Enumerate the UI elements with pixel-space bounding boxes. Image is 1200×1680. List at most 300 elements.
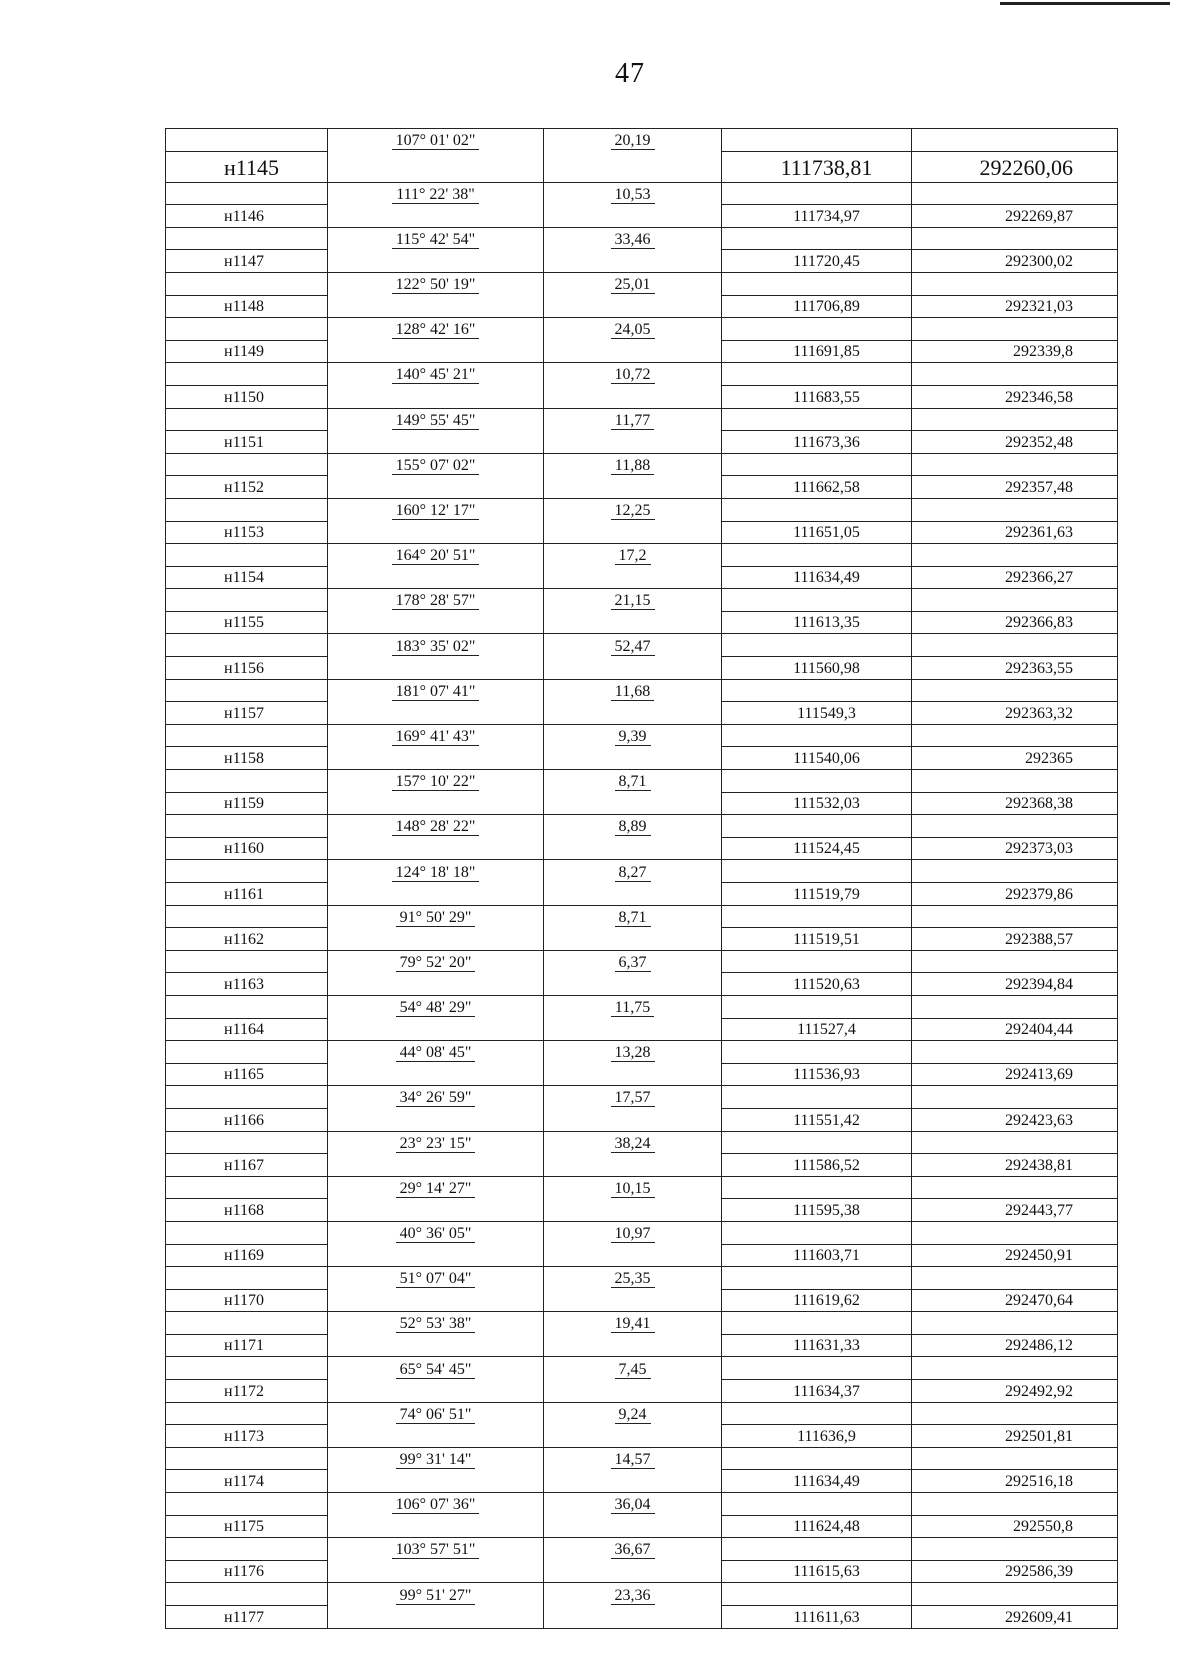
segment-length-cell <box>544 1493 722 1516</box>
x-coordinate: 111691,85 <box>722 340 912 363</box>
point-row <box>166 1244 1118 1267</box>
segment-row <box>166 1221 1118 1244</box>
segment-length-cell <box>544 227 722 250</box>
x-coordinate: 111706,89 <box>722 295 912 318</box>
empty-cell <box>722 1493 912 1516</box>
point-row <box>166 792 1118 815</box>
empty-cell <box>166 1402 328 1425</box>
direction-angle-cell <box>328 1538 544 1561</box>
empty-cell <box>722 1447 912 1470</box>
y-coordinate: 292609,41 <box>912 1606 1118 1629</box>
direction-angle: 149° 55' 45" <box>392 412 480 430</box>
empty-cell <box>912 453 1118 476</box>
empty-cell <box>166 272 328 295</box>
point-name: н1154 <box>166 566 328 589</box>
segment-length-cell <box>544 679 722 702</box>
direction-angle-cell <box>328 1357 544 1380</box>
direction-angle-cell <box>328 453 544 476</box>
segment-length: 8,71 <box>615 909 651 927</box>
point-name: н1162 <box>166 928 328 951</box>
direction-angle: 155° 07' 02" <box>392 457 480 475</box>
segment-length-cell <box>544 1402 722 1425</box>
empty-cell <box>912 1538 1118 1561</box>
x-coordinate: 111551,42 <box>722 1108 912 1131</box>
x-coordinate: 111603,71 <box>722 1244 912 1267</box>
point-row <box>166 702 1118 725</box>
point-name: н1150 <box>166 385 328 408</box>
point-name: н1147 <box>166 250 328 273</box>
point-name: н1152 <box>166 476 328 499</box>
empty-cell <box>166 1357 328 1380</box>
segment-row <box>166 589 1118 612</box>
y-coordinate: 292368,38 <box>912 792 1118 815</box>
empty-cell <box>912 1357 1118 1380</box>
empty-cell <box>166 182 328 205</box>
empty-cell <box>166 995 328 1018</box>
point-row <box>166 657 1118 680</box>
point-name: н1174 <box>166 1470 328 1493</box>
empty-cell <box>544 792 722 815</box>
y-coordinate: 292269,87 <box>912 205 1118 228</box>
segment-row <box>166 227 1118 250</box>
x-coordinate: 111532,03 <box>722 792 912 815</box>
x-coordinate: 111520,63 <box>722 973 912 996</box>
direction-angle-cell <box>328 1041 544 1064</box>
empty-cell <box>328 1470 544 1493</box>
empty-cell <box>328 928 544 951</box>
y-coordinate: 292550,8 <box>912 1515 1118 1538</box>
point-row <box>166 747 1118 770</box>
segment-length: 17,2 <box>615 547 651 565</box>
y-coordinate: 292346,58 <box>912 385 1118 408</box>
y-coordinate: 292388,57 <box>912 928 1118 951</box>
empty-cell <box>912 815 1118 838</box>
empty-cell <box>544 657 722 680</box>
direction-angle-cell <box>328 1402 544 1425</box>
segment-length-cell <box>544 408 722 431</box>
x-coordinate: 111519,79 <box>722 883 912 906</box>
segment-length-cell <box>544 1538 722 1561</box>
point-row <box>166 1425 1118 1448</box>
y-coordinate: 292361,63 <box>912 521 1118 544</box>
y-coordinate: 292438,81 <box>912 1154 1118 1177</box>
segment-length: 6,37 <box>615 954 651 972</box>
segment-length-cell <box>544 1583 722 1606</box>
empty-cell <box>912 498 1118 521</box>
segment-row <box>166 634 1118 657</box>
empty-cell <box>544 431 722 454</box>
segment-length: 12,25 <box>611 502 655 520</box>
direction-angle: 115° 42' 54" <box>392 231 479 249</box>
segment-length-cell <box>544 995 722 1018</box>
x-coordinate: 111634,49 <box>722 566 912 589</box>
segment-row <box>166 995 1118 1018</box>
empty-cell <box>722 544 912 567</box>
direction-angle-cell <box>328 1221 544 1244</box>
direction-angle: 29° 14' 27" <box>396 1180 476 1198</box>
direction-angle-cell <box>328 905 544 928</box>
direction-angle: 91° 50' 29" <box>396 909 476 927</box>
empty-cell <box>912 1312 1118 1335</box>
x-coordinate: 111549,3 <box>722 702 912 725</box>
segment-length: 8,89 <box>615 818 651 836</box>
segment-row <box>166 408 1118 431</box>
empty-cell <box>912 1402 1118 1425</box>
direction-angle-cell <box>328 182 544 205</box>
x-coordinate: 111540,06 <box>722 747 912 770</box>
segment-length-cell <box>544 318 722 341</box>
direction-angle-cell <box>328 408 544 431</box>
empty-cell <box>166 1447 328 1470</box>
empty-cell <box>166 1176 328 1199</box>
direction-angle: 181° 07' 41" <box>392 683 480 701</box>
y-coordinate: 292373,03 <box>912 837 1118 860</box>
y-coordinate: 292443,77 <box>912 1199 1118 1222</box>
x-coordinate: 111613,35 <box>722 611 912 634</box>
segment-row <box>166 1357 1118 1380</box>
empty-cell <box>912 905 1118 928</box>
empty-cell <box>912 408 1118 431</box>
point-row <box>166 476 1118 499</box>
x-coordinate: 111524,45 <box>722 837 912 860</box>
y-coordinate: 292413,69 <box>912 1063 1118 1086</box>
empty-cell <box>544 928 722 951</box>
point-row <box>166 1018 1118 1041</box>
empty-cell <box>166 129 328 152</box>
segment-length: 36,04 <box>611 1496 655 1514</box>
direction-angle: 140° 45' 21" <box>392 366 480 384</box>
empty-cell <box>328 205 544 228</box>
empty-cell <box>544 1154 722 1177</box>
empty-cell <box>544 1199 722 1222</box>
empty-cell <box>544 1244 722 1267</box>
empty-cell <box>912 1493 1118 1516</box>
point-row <box>166 1063 1118 1086</box>
point-name: н1177 <box>166 1606 328 1629</box>
direction-angle-cell <box>328 1583 544 1606</box>
direction-angle-cell <box>328 227 544 250</box>
segment-row <box>166 860 1118 883</box>
x-coordinate: 111536,93 <box>722 1063 912 1086</box>
direction-angle: 111° 22' 38" <box>392 186 479 204</box>
empty-cell <box>328 1199 544 1222</box>
point-name: н1161 <box>166 883 328 906</box>
direction-angle: 106° 07' 36" <box>392 1496 480 1514</box>
direction-angle: 164° 20' 51" <box>392 547 480 565</box>
y-coordinate: 292357,48 <box>912 476 1118 499</box>
empty-cell <box>722 905 912 928</box>
point-name: н1157 <box>166 702 328 725</box>
direction-angle: 79° 52' 20" <box>396 954 476 972</box>
segment-length-cell <box>544 272 722 295</box>
direction-angle-cell <box>328 589 544 612</box>
y-coordinate: 292321,03 <box>912 295 1118 318</box>
point-row <box>166 1199 1118 1222</box>
empty-cell <box>328 1606 544 1629</box>
segment-row <box>166 1041 1118 1064</box>
x-coordinate: 111734,97 <box>722 205 912 228</box>
empty-cell <box>912 1176 1118 1199</box>
segment-row <box>166 905 1118 928</box>
point-row <box>166 1606 1118 1629</box>
y-coordinate: 292260,06 <box>912 151 1118 182</box>
empty-cell <box>722 1583 912 1606</box>
segment-row <box>166 1402 1118 1425</box>
empty-cell <box>544 883 722 906</box>
empty-cell <box>166 363 328 386</box>
empty-cell <box>544 1560 722 1583</box>
segment-row <box>166 1583 1118 1606</box>
empty-cell <box>166 679 328 702</box>
empty-cell <box>912 182 1118 205</box>
segment-length: 10,72 <box>611 366 655 384</box>
empty-cell <box>328 250 544 273</box>
point-row <box>166 928 1118 951</box>
segment-row <box>166 679 1118 702</box>
segment-length-cell <box>544 815 722 838</box>
empty-cell <box>544 1289 722 1312</box>
empty-cell <box>722 129 912 152</box>
segment-length: 11,75 <box>611 999 654 1017</box>
empty-cell <box>722 589 912 612</box>
y-coordinate: 292450,91 <box>912 1244 1118 1267</box>
x-coordinate: 111636,9 <box>722 1425 912 1448</box>
direction-angle-cell <box>328 544 544 567</box>
point-name: н1156 <box>166 657 328 680</box>
x-coordinate: 111595,38 <box>722 1199 912 1222</box>
empty-cell <box>544 837 722 860</box>
empty-cell <box>328 1108 544 1131</box>
empty-cell <box>722 1357 912 1380</box>
segment-length-cell <box>544 1267 722 1290</box>
segment-row <box>166 363 1118 386</box>
point-name: н1164 <box>166 1018 328 1041</box>
point-name: н1176 <box>166 1560 328 1583</box>
y-coordinate: 292363,32 <box>912 702 1118 725</box>
empty-cell <box>912 1221 1118 1244</box>
direction-angle-cell <box>328 634 544 657</box>
segment-length: 10,97 <box>611 1225 655 1243</box>
empty-cell <box>328 151 544 182</box>
point-name: н1165 <box>166 1063 328 1086</box>
direction-angle: 40° 36' 05" <box>396 1225 476 1243</box>
top-edge-rule <box>1000 2 1170 5</box>
direction-angle-cell <box>328 129 544 152</box>
y-coordinate: 292404,44 <box>912 1018 1118 1041</box>
empty-cell <box>166 408 328 431</box>
x-coordinate: 111634,49 <box>722 1470 912 1493</box>
x-coordinate: 111631,33 <box>722 1334 912 1357</box>
direction-angle-cell <box>328 498 544 521</box>
segment-length: 23,36 <box>611 1587 655 1605</box>
empty-cell <box>722 1538 912 1561</box>
direction-angle-cell <box>328 950 544 973</box>
empty-cell <box>544 385 722 408</box>
empty-cell <box>328 431 544 454</box>
segment-length: 33,46 <box>611 231 655 249</box>
y-coordinate: 292516,18 <box>912 1470 1118 1493</box>
empty-cell <box>722 1041 912 1064</box>
direction-angle: 169° 41' 43" <box>392 728 480 746</box>
point-row <box>166 340 1118 363</box>
segment-row <box>166 182 1118 205</box>
segment-length: 11,68 <box>611 683 654 701</box>
segment-row <box>166 272 1118 295</box>
segment-length-cell <box>544 1086 722 1109</box>
point-name: н1159 <box>166 792 328 815</box>
segment-length-cell <box>544 589 722 612</box>
x-coordinate: 111673,36 <box>722 431 912 454</box>
page-number: 47 <box>615 58 645 89</box>
segment-length: 36,67 <box>611 1541 655 1559</box>
empty-cell <box>544 973 722 996</box>
segment-length: 7,45 <box>615 1361 651 1379</box>
segment-length-cell <box>544 950 722 973</box>
empty-cell <box>166 815 328 838</box>
direction-angle-cell <box>328 1131 544 1154</box>
point-name: н1158 <box>166 747 328 770</box>
empty-cell <box>328 340 544 363</box>
empty-cell <box>328 973 544 996</box>
empty-cell <box>166 1086 328 1109</box>
segment-length: 9,39 <box>615 728 651 746</box>
empty-cell <box>722 1221 912 1244</box>
empty-cell <box>166 724 328 747</box>
direction-angle: 178° 28' 57" <box>392 592 480 610</box>
point-row <box>166 837 1118 860</box>
empty-cell <box>912 860 1118 883</box>
empty-cell <box>166 544 328 567</box>
empty-cell <box>722 318 912 341</box>
point-row <box>166 151 1118 182</box>
point-name: н1175 <box>166 1515 328 1538</box>
empty-cell <box>166 498 328 521</box>
point-row <box>166 431 1118 454</box>
point-row <box>166 883 1118 906</box>
segment-length-cell <box>544 498 722 521</box>
empty-cell <box>544 611 722 634</box>
empty-cell <box>166 318 328 341</box>
empty-cell <box>722 408 912 431</box>
point-name: н1145 <box>166 151 328 182</box>
x-coordinate: 111634,37 <box>722 1380 912 1403</box>
empty-cell <box>722 1176 912 1199</box>
empty-cell <box>328 792 544 815</box>
segment-row <box>166 498 1118 521</box>
y-coordinate: 292379,86 <box>912 883 1118 906</box>
segment-length: 25,35 <box>611 1270 655 1288</box>
x-coordinate: 111720,45 <box>722 250 912 273</box>
segment-length: 9,24 <box>615 1406 651 1424</box>
segment-length-cell <box>544 905 722 928</box>
empty-cell <box>544 566 722 589</box>
direction-angle-cell <box>328 318 544 341</box>
point-row <box>166 973 1118 996</box>
empty-cell <box>912 950 1118 973</box>
empty-cell <box>328 611 544 634</box>
empty-cell <box>328 1515 544 1538</box>
x-coordinate: 111586,52 <box>722 1154 912 1177</box>
empty-cell <box>166 1131 328 1154</box>
empty-cell <box>722 453 912 476</box>
segment-length-cell <box>544 1221 722 1244</box>
direction-angle: 99° 31' 14" <box>396 1451 476 1469</box>
empty-cell <box>722 724 912 747</box>
empty-cell <box>328 476 544 499</box>
direction-angle: 23° 23' 15" <box>396 1135 476 1153</box>
segment-row <box>166 1176 1118 1199</box>
direction-angle: 128° 42' 16" <box>392 321 480 339</box>
point-name: н1169 <box>166 1244 328 1267</box>
empty-cell <box>166 1267 328 1290</box>
segment-length: 20,19 <box>611 132 655 150</box>
empty-cell <box>722 363 912 386</box>
empty-cell <box>328 837 544 860</box>
y-coordinate: 292394,84 <box>912 973 1118 996</box>
segment-row <box>166 724 1118 747</box>
empty-cell <box>328 1560 544 1583</box>
empty-cell <box>328 295 544 318</box>
segment-length-cell <box>544 724 722 747</box>
direction-angle: 148° 28' 22" <box>392 818 480 836</box>
point-name: н1170 <box>166 1289 328 1312</box>
empty-cell <box>166 1041 328 1064</box>
y-coordinate: 292339,8 <box>912 340 1118 363</box>
direction-angle-cell <box>328 1447 544 1470</box>
empty-cell <box>912 318 1118 341</box>
segment-length-cell <box>544 1447 722 1470</box>
point-row <box>166 1289 1118 1312</box>
empty-cell <box>912 129 1118 152</box>
direction-angle: 122° 50' 19" <box>392 276 480 294</box>
point-name: н1155 <box>166 611 328 634</box>
segment-length: 52,47 <box>611 638 655 656</box>
point-row <box>166 1380 1118 1403</box>
segment-length: 10,53 <box>611 186 655 204</box>
empty-cell <box>544 295 722 318</box>
empty-cell <box>912 227 1118 250</box>
y-coordinate: 292366,83 <box>912 611 1118 634</box>
direction-angle-cell <box>328 770 544 793</box>
empty-cell <box>328 1380 544 1403</box>
empty-cell <box>544 1425 722 1448</box>
empty-cell <box>722 860 912 883</box>
y-coordinate: 292486,12 <box>912 1334 1118 1357</box>
segment-length: 17,57 <box>611 1089 655 1107</box>
boundary-coordinates-table <box>165 128 1118 1629</box>
empty-cell <box>722 1312 912 1335</box>
segment-length-cell <box>544 129 722 152</box>
empty-cell <box>328 1289 544 1312</box>
segment-length-cell <box>544 1357 722 1380</box>
segment-length-cell <box>544 1176 722 1199</box>
y-coordinate: 292423,63 <box>912 1108 1118 1131</box>
segment-length: 8,27 <box>615 864 651 882</box>
empty-cell <box>912 1041 1118 1064</box>
point-name: н1167 <box>166 1154 328 1177</box>
segment-length-cell <box>544 363 722 386</box>
y-coordinate: 292470,64 <box>912 1289 1118 1312</box>
point-row <box>166 1560 1118 1583</box>
segment-row <box>166 1086 1118 1109</box>
segment-length: 10,15 <box>611 1180 655 1198</box>
segment-length: 21,15 <box>611 592 655 610</box>
empty-cell <box>722 1086 912 1109</box>
x-coordinate: 111611,63 <box>722 1606 912 1629</box>
empty-cell <box>328 1244 544 1267</box>
empty-cell <box>166 860 328 883</box>
x-coordinate: 111662,58 <box>722 476 912 499</box>
